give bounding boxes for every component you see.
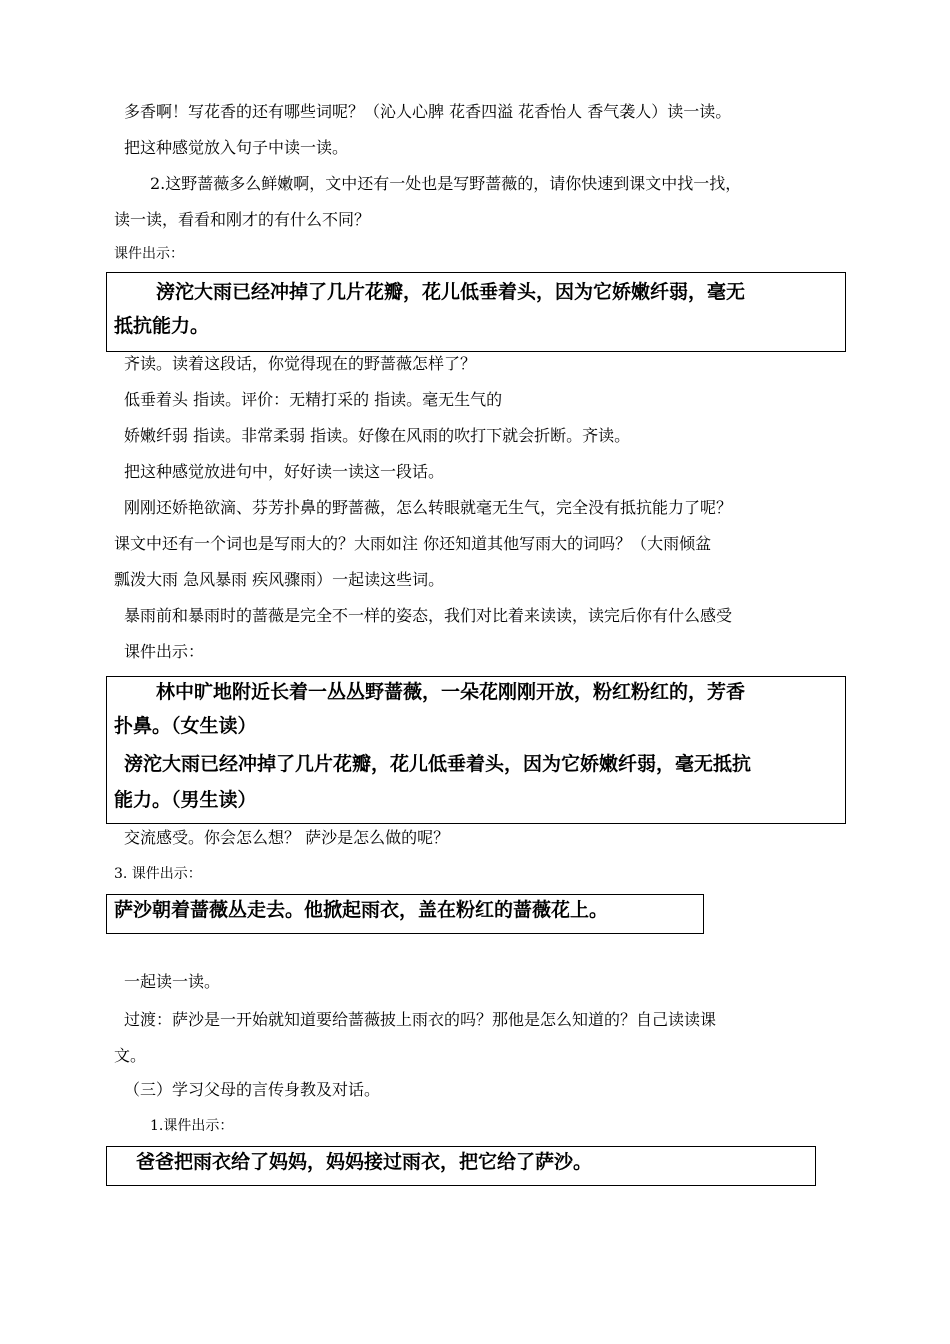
paragraph-line: 过渡：萨沙是一开始就知道要给蔷薇披上雨衣的吗？那他是怎么知道的？自己读读课 xyxy=(124,1010,717,1029)
paragraph-line: 暴雨前和暴雨时的蔷薇是完全不一样的姿态，我们对比着来读读，读完后你有什么感受 xyxy=(124,606,733,625)
paragraph-line: 刚刚还娇艳欲滴、芬芳扑鼻的野蔷薇，怎么转眼就毫无生气，完全没有抵抗能力了呢？ xyxy=(124,498,733,517)
paragraph-line: 课文中还有一个词也是写雨大的？大雨如注 你还知道其他写雨大的词吗？（大雨倾盆 xyxy=(114,534,712,553)
paragraph-line: 读一读，看看和刚才的有什么不同？ xyxy=(114,210,371,229)
box-text: 爸爸把雨衣给了妈妈，妈妈接过雨衣，把它给了萨沙。 xyxy=(136,1151,593,1173)
paragraph-line: 文。 xyxy=(114,1046,147,1065)
section-label: 3. 课件出示： xyxy=(114,866,202,882)
box-text: 林中旷地附近长着一丛丛野蔷薇，一朵花刚刚开放，粉红粉红的，芳香 xyxy=(156,681,746,703)
box-text: 滂沱大雨已经冲掉了几片花瓣，花儿低垂着头，因为它娇嫩纤弱，毫无抵抗 xyxy=(124,753,752,775)
paragraph-line: 娇嫩纤弱 指读。非常柔弱 指读。好像在风雨的吹打下就会折断。齐读。 xyxy=(124,426,631,445)
box-text: 抵抗能力。 xyxy=(114,315,210,337)
paragraph-line: （三）学习父母的言传身教及对话。 xyxy=(124,1080,381,1099)
paragraph-line: 把这种感觉放入句子中读一读。 xyxy=(124,138,349,157)
paragraph-line: 多香啊！写花香的还有哪些词呢？（沁人心脾 花香四溢 花香怡人 香气袭人）读一读。 xyxy=(124,102,732,121)
paragraph-line: 一起读一读。 xyxy=(124,972,221,991)
section-label: 1.课件出示： xyxy=(150,1118,234,1134)
paragraph-line: 2.这野蔷薇多么鲜嫩啊，文中还有一处也是写野蔷薇的，请你快速到课文中找一找， xyxy=(150,174,742,193)
box-text: 扑鼻。（女生读） xyxy=(114,715,257,737)
paragraph-line: 把这种感觉放进句中，好好读一读这一段话。 xyxy=(124,462,445,481)
box-text: 滂沱大雨已经冲掉了几片花瓣，花儿低垂着头，因为它娇嫩纤弱，毫无 xyxy=(156,281,746,303)
section-label: 课件出示： xyxy=(114,246,184,262)
box-text: 能力。（男生读） xyxy=(114,789,257,811)
paragraph-line: 低垂着头 指读。评价：无精打采的 指读。毫无生气的 xyxy=(124,390,503,409)
paragraph-line: 课件出示： xyxy=(124,642,205,661)
paragraph-line: 瓢泼大雨 急风暴雨 疾风骤雨）一起读这些词。 xyxy=(114,570,445,589)
box-text: 萨沙朝着蔷薇丛走去。他掀起雨衣，盖在粉红的蔷薇花上。 xyxy=(114,899,609,921)
paragraph-line: 齐读。读着这段话，你觉得现在的野蔷薇怎样了？ xyxy=(124,354,477,373)
paragraph-line: 交流感受。你会怎么想？ 萨沙是怎么做的呢？ xyxy=(124,828,450,847)
